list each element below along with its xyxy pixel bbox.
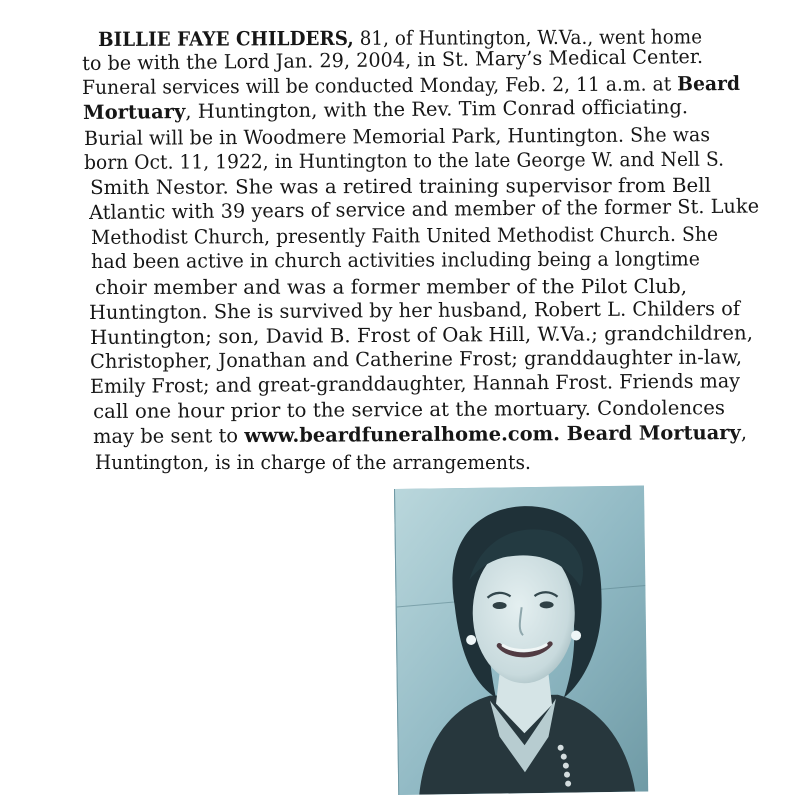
obituary-line [91, 247, 700, 274]
obituary-line [83, 95, 688, 125]
body-text: Huntington, is in charge of the arrangements. [95, 451, 531, 474]
body-text: born Oct. 11, 1922, in Huntington to the late George W. and Nell S. [84, 147, 725, 174]
obituary-line [84, 123, 710, 151]
body-text: Smith Nestor. She was a retired training supervisor from Bell [90, 173, 712, 199]
bold-text: www.beardfuneralhome.com. Beard Mortuary [244, 421, 741, 448]
obituary-line [95, 275, 687, 300]
portrait-photo [394, 486, 648, 795]
body-text: Burial will be in Woodmere Memorial Park, Huntington. She was [84, 123, 711, 150]
portrait-illustration [395, 486, 648, 795]
body-text: Methodist Church, presently Faith United Methodist Church. She [91, 222, 719, 249]
body-text: 81, of Huntington, W.Va., went home [353, 25, 703, 50]
bold-text: Mortuary [83, 100, 186, 124]
body-text: choir member and was a former member of the Pilot Club, [95, 274, 688, 299]
body-text: had been active in church activities including being a longtime [91, 247, 701, 273]
body-text: Atlantic with 39 years of service and member of the former St. Luke [89, 194, 760, 224]
body-text: , Huntington, with the Rev. Tim Conrad officiating. [185, 95, 689, 124]
bold-text: Beard [677, 71, 741, 96]
body-text: to be with the Lord Jan. 29, 2004, in St. Mary’s Medical Center. [82, 44, 704, 75]
obituary-line [84, 148, 724, 175]
obituary-line [93, 421, 747, 449]
obituary-line [91, 223, 718, 250]
obituary-line [89, 195, 759, 225]
obituary-line [93, 396, 725, 424]
body-text: , [740, 421, 748, 445]
body-text: may be sent to [93, 424, 245, 448]
obituary-line [89, 297, 740, 325]
body-text: Funeral services will be conducted Monday, Feb. 2, 11 a.m. at [82, 72, 678, 99]
obituary-line [95, 451, 531, 475]
body-text: Huntington; son, David B. Frost of Oak Hill, W.Va.; grandchildren, [90, 321, 754, 349]
body-text: call one hour prior to the service at the mortuary. Condolences [93, 396, 726, 423]
body-text: Emily Frost; and great-granddaughter, Hannah Frost. Friends may [90, 369, 741, 398]
bold-text: BILLIE FAYE CHILDERS, [98, 26, 354, 51]
body-text: Huntington. She is survived by her husband, Robert L. Childers of [89, 297, 741, 324]
body-text: Christopher, Jonathan and Catherine Frost; granddaughter in-law, [90, 345, 743, 373]
obituary-line [90, 369, 740, 399]
